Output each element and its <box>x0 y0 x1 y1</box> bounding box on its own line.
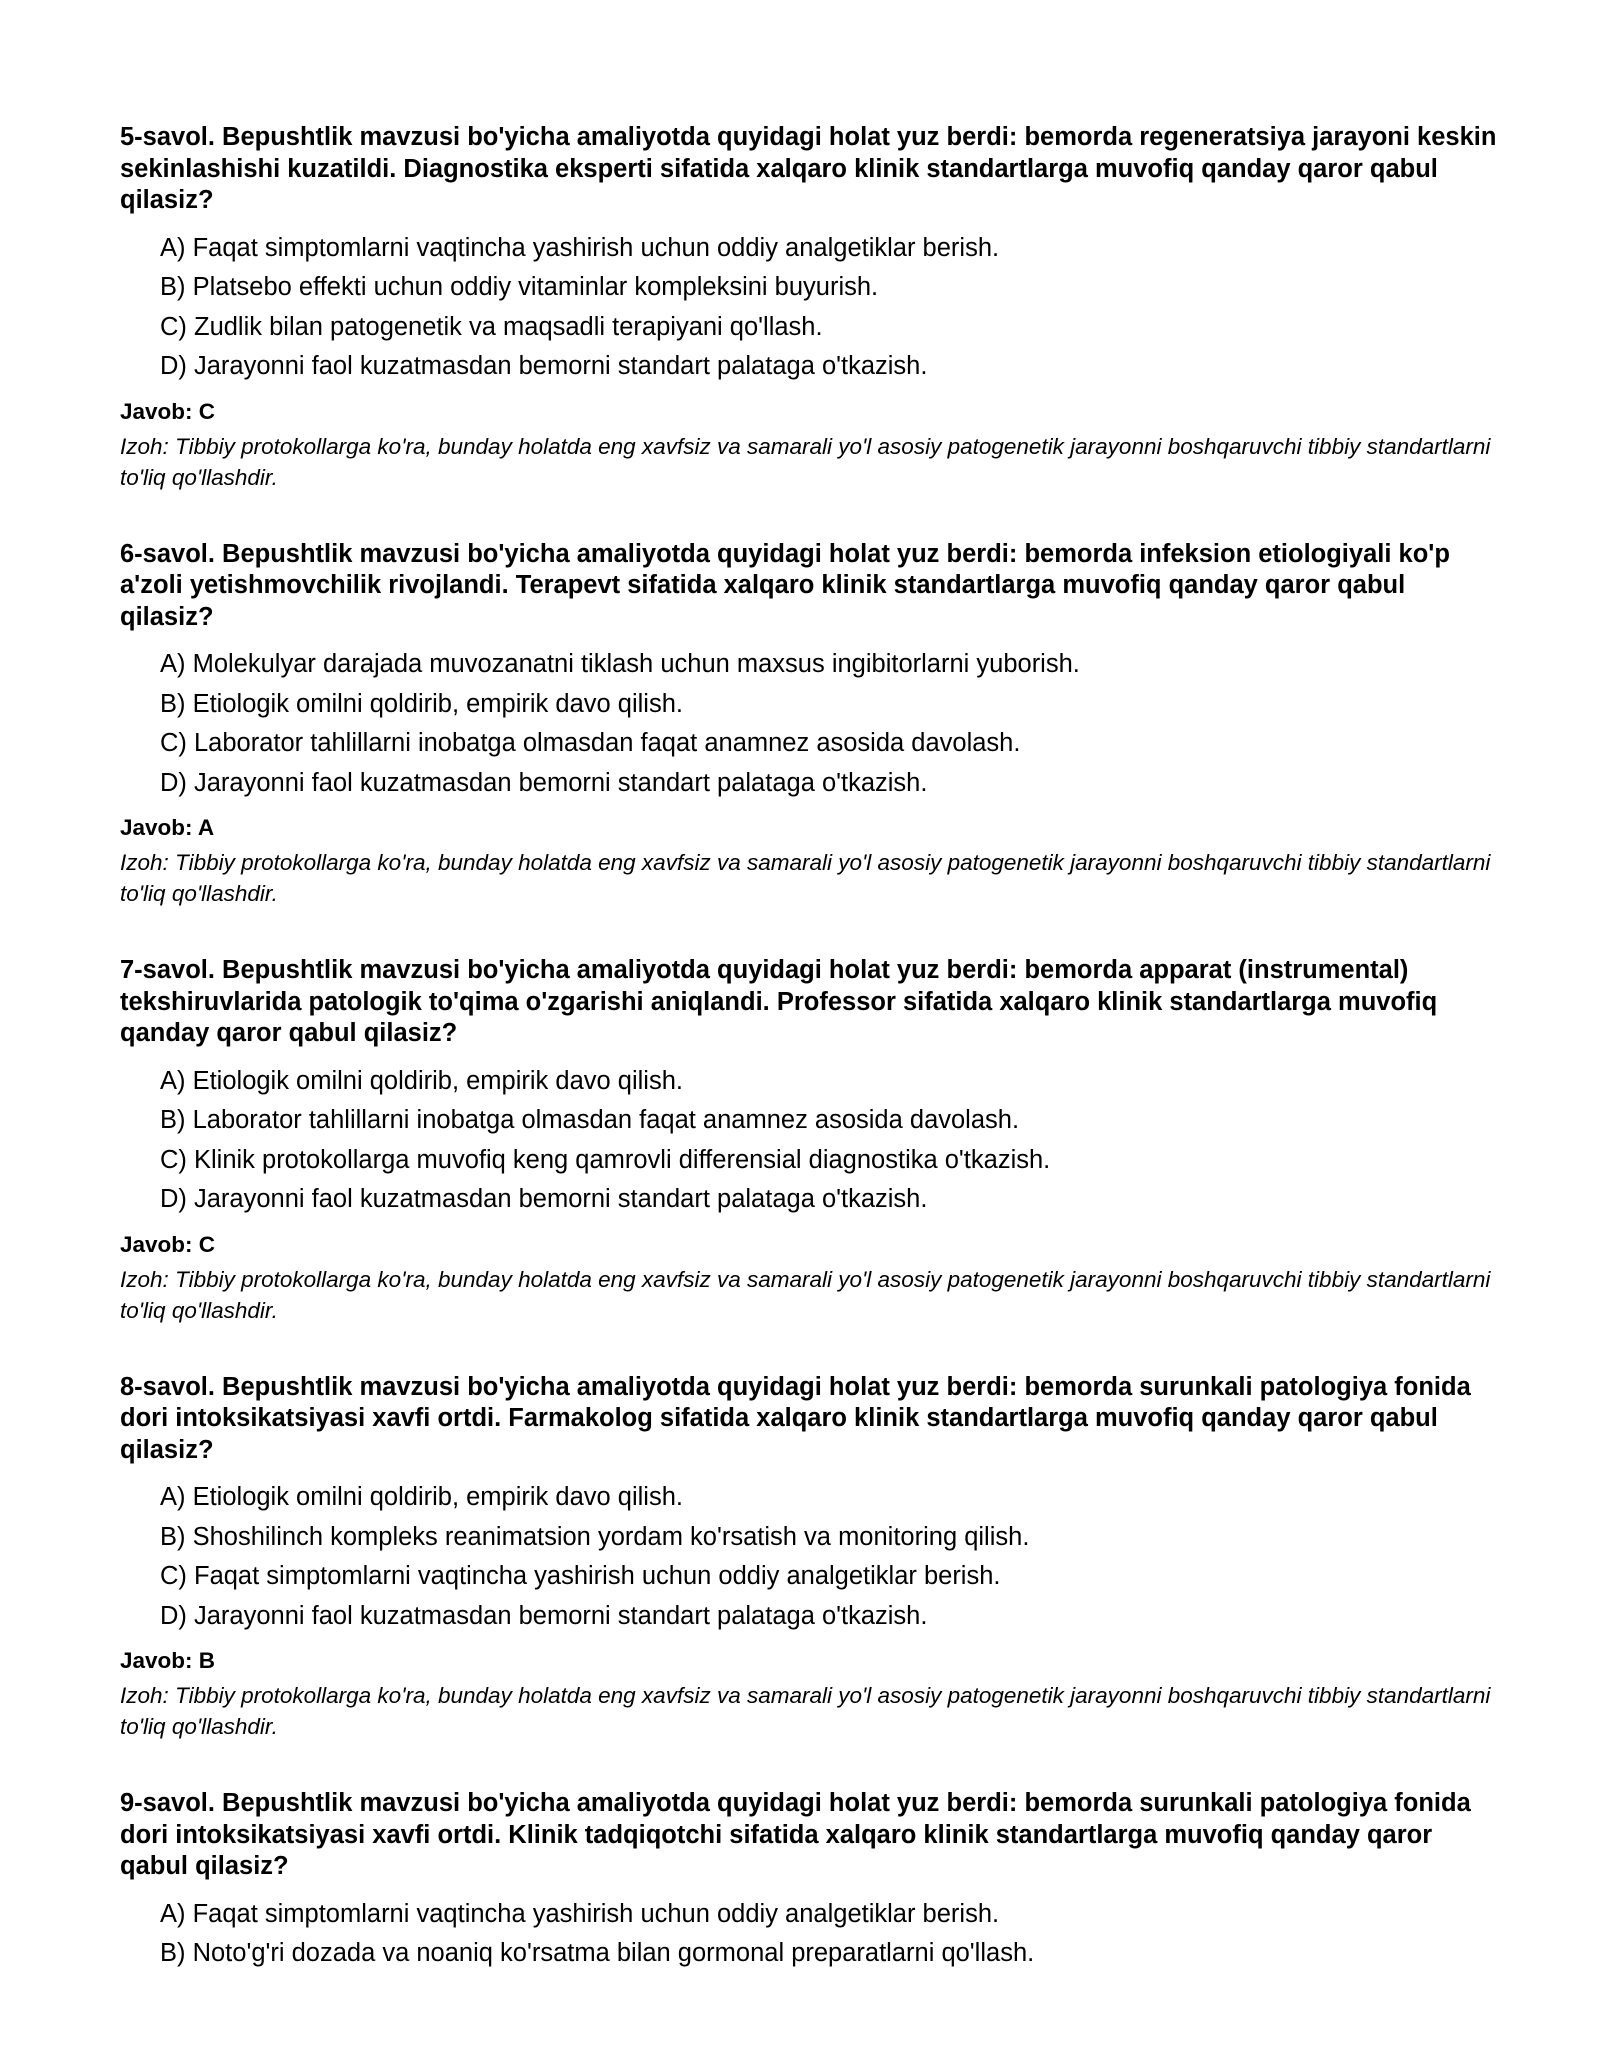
option-d: D) Jarayonni faol kuzatmasdan bemorni standart palataga o'tkazish. <box>160 1601 928 1630</box>
option-d: D) Jarayonni faol kuzatmasdan bemorni standart palataga o'tkazish. <box>160 1185 928 1213</box>
options-list <box>160 1062 1500 1220</box>
options-list <box>160 1895 1500 1974</box>
option-c: C) Klinik protokollarga muvofiq keng qamrovli differensial diagnostika o'tkazish. <box>160 1145 1051 1174</box>
answer: Javob: C <box>120 1231 216 1257</box>
option-c: C) Zudlik bilan patogenetik va maqsadli terapiyani qo'llash. <box>160 312 823 341</box>
question-5 <box>120 122 1500 493</box>
explanation-note: Izoh: Tibbiy protokollarga ko'ra, bunday holatda eng xavfsiz va samarali yo'l asosiy patogenetik jarayonni boshqaruvchi tibbiy standartlarni to'liq qo'llashdir. <box>120 1266 1491 1323</box>
question-7 <box>120 955 1500 1326</box>
option-d: D) Jarayonni faol kuzatmasdan bemorni standart palataga o'tkazish. <box>160 768 928 797</box>
option-a: A) Etiologik omilni qoldirib, empirik davo qilish. <box>160 1066 683 1095</box>
explanation-note: Izoh: Tibbiy protokollarga ko'ra, bunday holatda eng xavfsiz va samarali yo'l asosiy patogenetik jarayonni boshqaruvchi tibbiy standartlarni to'liq qo'llashdir. <box>120 1683 1491 1739</box>
option-b: B) Etiologik omilni qoldirib, empirik davo qilish. <box>160 689 683 718</box>
option-a: A) Faqat simptomlarni vaqtincha yashirish uchun oddiy analgetiklar berish. <box>160 1899 1000 1928</box>
options-list <box>160 229 1500 387</box>
question-title: 7-savol. Bepushtlik mavzusi bo'yicha amaliyotda quyidagi holat yuz berdi: bemorda apparat (instrumental) tekshiruvlarida patologik to'qima o'zgarishi aniqlandi. Professor sifatida xalqaro klinik standartlarga muvofiq qanday qaror qabul qilasiz? <box>120 956 1438 1047</box>
option-a: A) Etiologik omilni qoldirib, empirik davo qilish. <box>160 1483 683 1511</box>
option-c: C) Laborator tahlillarni inobatga olmasdan faqat anamnez asosida davolash. <box>160 729 1021 757</box>
options-list <box>160 645 1500 803</box>
question-title: 6-savol. Bepushtlik mavzusi bo'yicha amaliyotda quyidagi holat yuz berdi: bemorda infeksion etiologiyali ko'p a'zoli yetishmovchilik rivojlandi. Terapevt sifatida xalqaro klinik standartlarga muvofiq qanday qaror qabul qilasiz? <box>120 539 1450 631</box>
option-a: A) Faqat simptomlarni vaqtincha yashirish uchun oddiy analgetiklar berish. <box>160 233 1000 262</box>
option-b: B) Noto'g'ri dozada va noaniq ko'rsatma bilan gormonal preparatlarni qo'llash. <box>160 1939 1035 1967</box>
question-title: 9-savol. Bepushtlik mavzusi bo'yicha amaliyotda quyidagi holat yuz berdi: bemorda surunkali patologiya fonida dori intoksikatsiyasi xavfi ortdi. Klinik tadqiqotchi sifatida xalqaro klinik standartlarga muvofiq qanday qaror qabul qilasiz? <box>120 1789 1471 1880</box>
option-d: D) Jarayonni faol kuzatmasdan bemorni standart palataga o'tkazish. <box>160 352 928 380</box>
question-8 <box>120 1372 1500 1743</box>
option-b: B) Platsebo effekti uchun oddiy vitaminlar kompleksini buyurish. <box>160 273 879 301</box>
answer: Javob: C <box>120 398 216 424</box>
question-6 <box>120 539 1500 910</box>
options-list <box>160 1478 1500 1636</box>
answer: Javob: A <box>120 815 215 840</box>
question-title: 5-savol. Bepushtlik mavzusi bo'yicha amaliyotda quyidagi holat yuz berdi: bemorda regeneratsiya jarayoni keskin sekinlashishi kuzatildi. Diagnostika eksperti sifatida xalqaro klinik standartlarga muvofiq qanday qaror qabul qilasiz? <box>120 123 1497 214</box>
option-a: A) Molekulyar darajada muvozanatni tiklash uchun maxsus ingibitorlarni yuborish. <box>160 650 1080 678</box>
question-title: 8-savol. Bepushtlik mavzusi bo'yicha amaliyotda quyidagi holat yuz berdi: bemorda surunkali patologiya fonida dori intoksikatsiyasi xavfi ortdi. Farmakolog sifatida xalqaro klinik standartlarga muvofiq qanday qaror qabul qilasiz? <box>120 1372 1471 1464</box>
answer: Javob: B <box>120 1648 216 1673</box>
explanation-note: Izoh: Tibbiy protokollarga ko'ra, bunday holatda eng xavfsiz va samarali yo'l asosiy patogenetik jarayonni boshqaruvchi tibbiy standartlarni to'liq qo'llashdir. <box>120 850 1491 906</box>
question-9 <box>120 1788 1500 1974</box>
document-page <box>120 122 1500 2020</box>
explanation-note: Izoh: Tibbiy protokollarga ko'ra, bunday holatda eng xavfsiz va samarali yo'l asosiy patogenetik jarayonni boshqaruvchi tibbiy standartlarni to'liq qo'llashdir. <box>120 433 1491 490</box>
option-b: B) Shoshilinch kompleks reanimatsion yordam ko'rsatish va monitoring qilish. <box>160 1522 1030 1551</box>
option-c: C) Faqat simptomlarni vaqtincha yashirish uchun oddiy analgetiklar berish. <box>160 1562 1001 1590</box>
option-b: B) Laborator tahlillarni inobatga olmasdan faqat anamnez asosida davolash. <box>160 1106 1020 1134</box>
